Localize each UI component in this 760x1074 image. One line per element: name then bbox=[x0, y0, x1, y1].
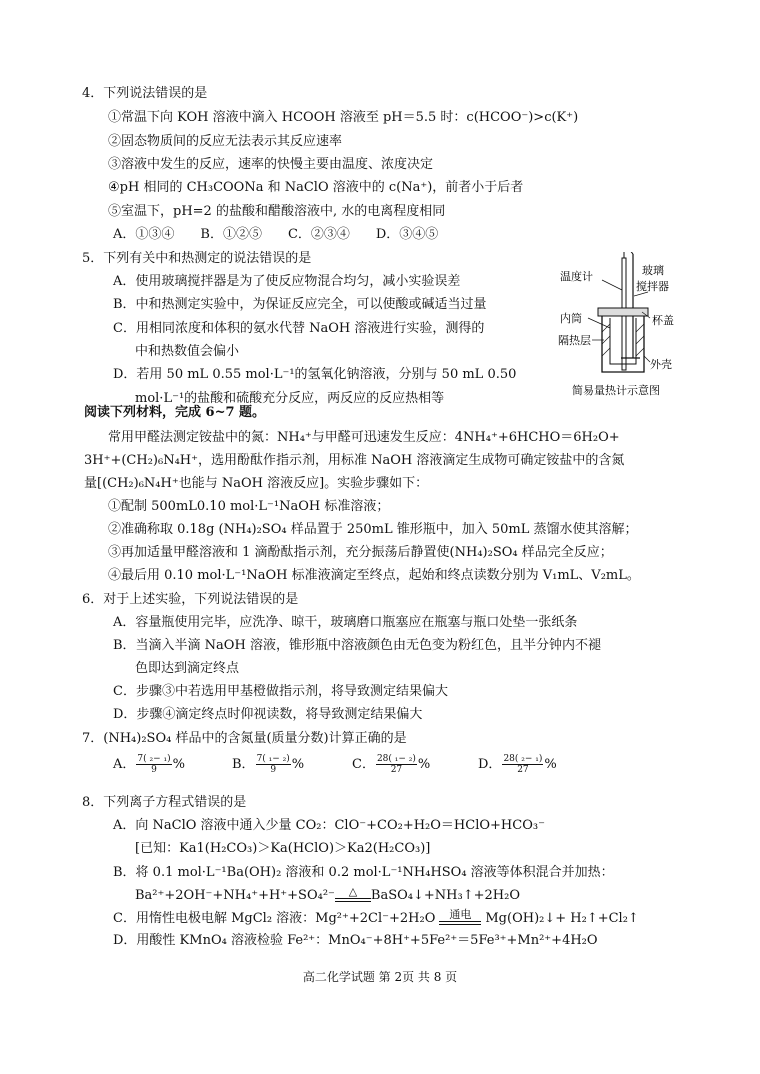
q7-c-percent: % bbox=[417, 757, 431, 772]
q7-b-denominator: 9 bbox=[270, 765, 277, 775]
q8-option-b-equation bbox=[135, 887, 520, 905]
electrolysis-condition bbox=[439, 909, 481, 925]
reading-step-2: ②准确称取 0.18g (NH₄)₂SO₄ 样品置于 250mL 锥形瓶中，加入 50mL 蒸馏水使其溶解； bbox=[108, 522, 638, 537]
equals-sign bbox=[335, 898, 371, 902]
reading-step-4: ④最后用 0.10 mol·L⁻¹NaOH 标准液滴定至终点，起始和终点读数分别为 V₁mL、V₂mL。 bbox=[108, 568, 640, 583]
q6-stem: 6．对于上述实验，下列说法错误的是 bbox=[82, 592, 299, 607]
q5-option-d: D．若用 50 mL 0.55 mol·L⁻¹的氢氧化钠溶液，分别与 50 mL 0.50 bbox=[113, 367, 517, 382]
q7-a-denominator: 9 bbox=[151, 765, 157, 775]
q4-choices: A．①③④ B．①②⑤ C．②③④ D．③④⑤ bbox=[113, 227, 439, 242]
q8-c-reactants: C．用惰性电极电解 MgCl₂ 溶液：Mg²⁺+2Cl⁻+2H₂O bbox=[113, 911, 436, 926]
equals-sign bbox=[439, 921, 481, 925]
q5-stem: 5．下列有关中和热测定的说法错误的是 bbox=[82, 251, 312, 266]
calorimeter-diagram bbox=[558, 252, 698, 402]
q7-stem: 7．(NH₄)₂SO₄ 样品中的含氮量(质量分数)计算正确的是 bbox=[82, 731, 407, 746]
q5-option-b: B．中和热测定实验中，为保证反应完全，可以使酸或碱适当过量 bbox=[113, 297, 487, 312]
q7-option-b bbox=[232, 754, 304, 775]
label-inner-cup: 内筒 bbox=[560, 312, 582, 325]
label-lid: 杯盖 bbox=[652, 314, 674, 327]
diagram-caption: 简易量热计示意图 bbox=[572, 384, 660, 397]
reading-para-1: 常用甲醛法测定铵盐中的氮：NH₄⁺与甲醛可迅速发生反应：4NH₄⁺+6HCHO＝6H₂O+ bbox=[108, 430, 620, 445]
q7-b-percent: % bbox=[291, 757, 305, 772]
q7-a-fraction bbox=[136, 754, 171, 775]
reading-para-2: 3H⁺+(CH₂)₆N₄H⁺，选用酚酞作指示剂，用标准 NaOH 溶液滴定生成物可确定铵盐中的含氮 bbox=[84, 453, 625, 468]
q6-option-b: B．当滴入半滴 NaOH 溶液，锥形瓶中溶液颜色由无色变为粉红色，且半分钟内不褪 bbox=[113, 638, 601, 653]
q7-a-numerator: 7( ₂− ₁) bbox=[137, 754, 171, 764]
q7-option-d bbox=[478, 754, 557, 775]
label-thermometer: 温度计 bbox=[560, 270, 593, 283]
reading-step-3: ③再加适量甲醛溶液和 1 滴酚酞指示剂，充分振荡后静置使(NH₄)₂SO₄ 样品完全反应； bbox=[108, 545, 613, 560]
q8-option-b: B．将 0.1 mol·L⁻¹Ba(OH)₂ 溶液和 0.2 mol·L⁻¹NH₄HSO₄ 溶液等体积混合并加热： bbox=[113, 865, 614, 880]
q4-statement-5: ⑤室温下，pH=2 的盐酸和醋酸溶液中, 水的电离程度相同 bbox=[108, 204, 446, 219]
q7-d-fraction bbox=[502, 754, 543, 775]
q7-b-label: B． bbox=[232, 757, 255, 772]
q4-statement-3: ③溶液中发生的反应，速率的快慢主要由温度、浓度决定 bbox=[108, 157, 434, 172]
heat-condition bbox=[335, 886, 371, 902]
q5-option-c: C．用相同浓度和体积的氨水代替 NaOH 溶液进行实验，测得的 bbox=[113, 321, 485, 336]
q8-b-products: BaSO₄↓+NH₃↑+2H₂O bbox=[370, 888, 520, 903]
q7-option-a bbox=[113, 754, 185, 775]
q8-option-d: D．用酸性 KMnO₄ 溶液检验 Fe²⁺：MnO₄⁻+8H⁺+5Fe²⁺＝5Fe³⁺+Mn²⁺+4H₂O bbox=[113, 933, 598, 948]
q6-option-a: A．容量瓶使用完毕，应洗净、晾干，玻璃磨口瓶塞应在瓶塞与瓶口处垫一张纸条 bbox=[113, 615, 578, 630]
q7-d-label: D． bbox=[478, 757, 502, 772]
q4-stem: 4．下列说法错误的是 bbox=[82, 86, 208, 101]
electrolysis-label: 通电 bbox=[449, 908, 472, 921]
q8-stem: 8．下列离子方程式错误的是 bbox=[82, 795, 247, 810]
reading-para-3: 量[(CH₂)₆N₄H⁺也能与 NaOH 溶液反应]。实验步骤如下： bbox=[84, 476, 429, 491]
q6-option-c: C．步骤③中若选用甲基橙做指示剂，将导致测定结果偏大 bbox=[113, 684, 448, 699]
q7-b-numerator: 7( ₁− ₂) bbox=[256, 754, 290, 764]
q8-option-c bbox=[113, 910, 639, 928]
q7-b-fraction bbox=[256, 754, 291, 775]
heat-symbol: △ bbox=[348, 885, 358, 898]
q4-statement-1: ①常温下向 KOH 溶液中滴入 HCOOH 溶液至 pH＝5.5 时：c(HCOO⁻)>c(K⁺) bbox=[108, 110, 579, 125]
label-stirrer-2: 搅拌器 bbox=[636, 280, 669, 293]
q5-option-d-cont: mol·L⁻¹的盐酸和硫酸充分反应，两反应的反应热相等 bbox=[135, 391, 445, 406]
q8-c-products: Mg(OH)₂↓+ H₂↑+Cl₂↑ bbox=[485, 911, 639, 926]
q6-option-b-cont: 色即达到滴定终点 bbox=[135, 661, 240, 676]
q7-a-percent: % bbox=[172, 757, 185, 772]
reading-step-1: ①配制 500mL0.10 mol·L⁻¹NaOH 标准溶液； bbox=[108, 499, 390, 514]
q7-c-numerator: 28( ₁− ₂) bbox=[376, 754, 416, 764]
q7-d-numerator: 28( ₂− ₁) bbox=[503, 754, 543, 764]
page-footer: 高二化学试题 第 2页 共 8 页 bbox=[302, 970, 458, 984]
q6-option-d: D．步骤④滴定终点时仰视读数，将导致测定结果偏大 bbox=[113, 707, 423, 722]
label-stirrer-1: 玻璃 bbox=[642, 264, 664, 277]
q7-option-c bbox=[352, 754, 430, 775]
q4-statement-2: ②固态物质间的反应无法表示其反应速率 bbox=[108, 134, 343, 149]
q7-c-fraction bbox=[376, 754, 417, 775]
q8-b-reactants: Ba²⁺+2OH⁻+NH₄⁺+H⁺+SO₄²⁻ bbox=[135, 888, 335, 903]
reading-title: 阅读下列材料，完成 6~7 题。 bbox=[84, 405, 266, 420]
q4-statement-4: ④pH 相同的 CH₃COONa 和 NaClO 溶液中的 c(Na⁺)，前者小于后者 bbox=[108, 180, 524, 195]
label-outer-shell: 外壳 bbox=[650, 358, 672, 371]
q7-d-percent: % bbox=[544, 757, 557, 772]
label-insulation: 隔热层 bbox=[558, 334, 591, 347]
q7-c-denominator: 27 bbox=[390, 765, 403, 775]
q7-a-label: A． bbox=[113, 757, 136, 772]
q8-option-a: A．向 NaClO 溶液中通入少量 CO₂：ClO⁻+CO₂+H₂O＝HClO+HCO₃⁻ bbox=[113, 818, 545, 833]
q5-option-a: A．使用玻璃搅拌器是为了使反应物混合均匀，减小实验误差 bbox=[113, 274, 461, 289]
q8-option-a-cont: [已知：Ka1(H₂CO₃)＞Ka(HClO)＞Ka2(H₂CO₃)] bbox=[135, 841, 431, 856]
q7-d-denominator: 27 bbox=[517, 765, 529, 775]
q7-c-label: C． bbox=[352, 757, 375, 772]
q5-option-c-cont: 中和热数值会偏小 bbox=[135, 344, 240, 359]
